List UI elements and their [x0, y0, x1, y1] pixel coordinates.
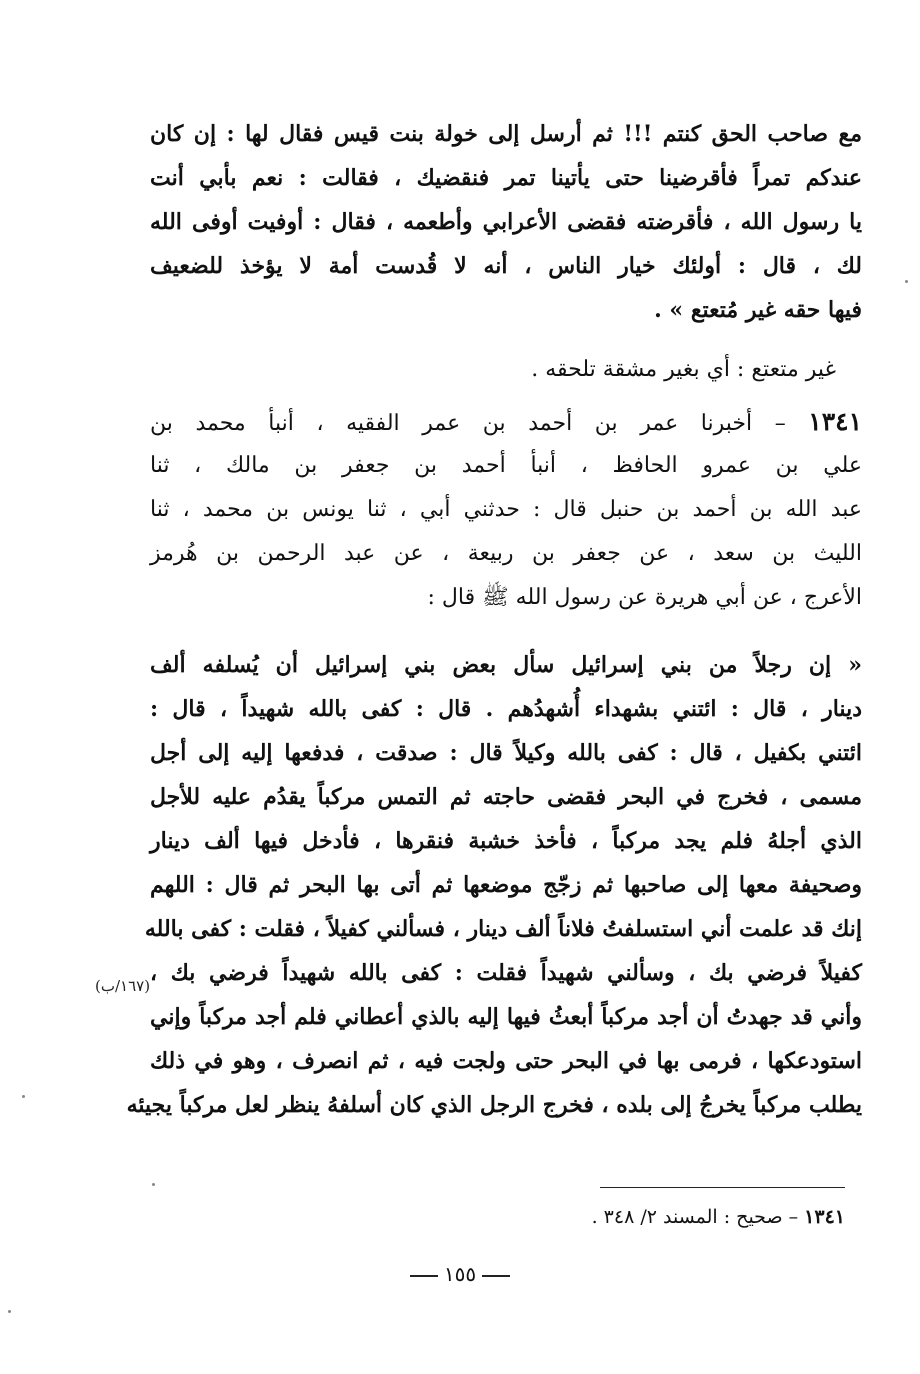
matn-line: مسمى ، فخرج في البحر فقضى حاجته ثم التمس مركباً يقدُم عليه للأجل: [150, 784, 862, 810]
matn-line: ائتني بكفيل ، قال : كفى بالله وكيلاً قال : صدقت ، فدفعها إليه إلى أجل: [150, 740, 862, 766]
gloss-line: غير متعتع : أي بغير مشقة تلحقه .: [531, 357, 836, 382]
scan-speck: [22, 1095, 25, 1098]
dash-decoration: [410, 1275, 438, 1277]
text-line: يا رسول الله ، فأقرضته فقضى الأعرابي وأطعمه ، فقال : أوفيت أوفى الله: [150, 209, 862, 235]
page-number-area: [400, 1262, 520, 1286]
text-line: مع صاحب الحق كنتم !!! ثم أرسل إلى خولة بنت قيس فقال لها : إن كان: [150, 121, 862, 147]
hadith-first-line: [150, 400, 862, 444]
footnote-number: ١٣٤١: [804, 1206, 845, 1228]
manuscript-folio-note: (١٦٧/ب): [95, 977, 151, 995]
footnote: [400, 1202, 845, 1232]
hadith-matn: [126, 643, 862, 1127]
hadith-isnad: [150, 400, 862, 620]
scan-speck: [905, 280, 908, 283]
text-line: لك ، قال : أولئك خيار الناس ، أنه لا قُدست أمة لا يؤخذ للضعيف: [150, 253, 862, 279]
matn-line: وصحيفة معها إلى صاحبها ثم زجّج موضعها ثم أتى بها البحر ثم قال : اللهم: [150, 872, 862, 898]
matn-line: وأني قد جهدتُ أن أجد مركباً أبعثُ فيها إليه بالذي أعطاني فلم أجد مركباً وإني: [150, 1004, 862, 1030]
matn-line: دينار ، قال : ائتني بشهداء أُشهدُهم . قال : كفى بالله شهيداً ، قال :: [150, 696, 862, 722]
text-line: فيها حقه غير مُتعتع » .: [654, 297, 862, 323]
matn-line: إنك قد علمت أني استسلفتُ فلاناً ألف دينار ، فسألني كفيلاً ، فقلت : كفى بالله: [144, 916, 862, 942]
isnad-line: الليث بن سعد ، عن جعفر بن ربيعة ، عن عبد الرحمن بن هُرمز: [150, 541, 862, 566]
hadith-number: ١٣٤١: [808, 407, 863, 436]
isnad-line: عبد الله بن أحمد بن حنبل قال : حدثني أبي ، ثنا يونس بن محمد ، ثنا: [150, 497, 862, 522]
dash-decoration: [482, 1275, 510, 1277]
scan-speck: [8, 1310, 11, 1313]
scan-speck: [152, 1183, 155, 1186]
matn-line: الذي أجلهُ فلم يجد مركباً ، فأخذ خشبة فنقرها ، فأدخل فيها ألف دينار: [150, 828, 862, 854]
isnad-line: علي بن عمرو الحافظ ، أنبأ أحمد بن جعفر بن مالك ، ثنا: [150, 453, 862, 478]
footnote-separator: [600, 1187, 845, 1188]
footnote-text: – صحيح : المسند ٢/ ٣٤٨ .: [591, 1206, 799, 1228]
page-number: ١٥٥: [443, 1262, 477, 1286]
matn-line: استودعكها ، فرمى بها في البحر حتى ولجت فيه ، ثم انصرف ، وهو في ذلك: [150, 1048, 862, 1074]
matn-line: « إن رجلاً من بني إسرائيل سأل بعض بني إسرائيل أن يُسلفه ألف: [150, 652, 862, 678]
text-line: عندكم تمراً فأقرضينا حتى يأتينا تمر فنقضيك ، فقالت : نعم بأبي أنت: [150, 165, 862, 191]
gloss: [150, 348, 862, 392]
matn-line: كفيلاً فرضي بك ، وسألني شهيداً فقلت : كفى بالله شهيداً فرضي بك ،: [150, 960, 862, 986]
matn-line: يطلب مركباً يخرجُ إلى بلده ، فخرج الرجل الذي كان أسلفهُ ينظر لعل مركباً يجيئه: [126, 1092, 862, 1118]
isnad-text: – أخبرنا عمر بن أحمد بن عمر الفقيه ، أنبأ محمد بن: [150, 411, 786, 436]
isnad-line: الأعرج ، عن أبي هريرة عن رسول الله ﷺ قال :: [427, 585, 862, 610]
paragraph-continuation: [150, 112, 862, 332]
